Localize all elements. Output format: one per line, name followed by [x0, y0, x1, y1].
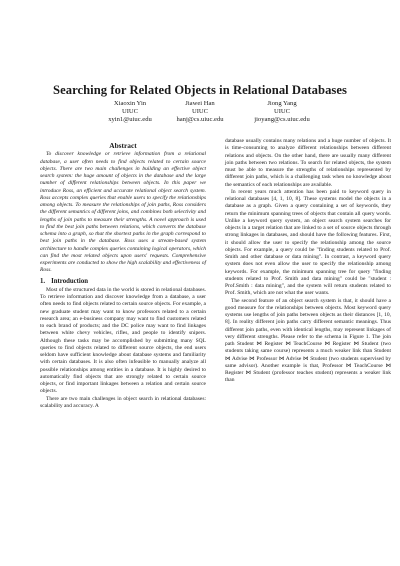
body-paragraph: database usually contains many relations and a huge number of objects. It is time-consuming to analyze different relationships between different relations and objects. On the other hand, there are usually many different join paths between two relations. To search for related objects, the system must be able to measure the strengths of relationships represented by different join paths, which is a challenging task when no knowledge about the semantics of each relationships are available.: [225, 138, 391, 188]
author-block-3: [227, 100, 337, 125]
right-column: [225, 138, 391, 385]
section-number: 1.: [40, 277, 46, 285]
author-email: hanj@cs.uiuc.edu: [176, 116, 224, 124]
paper-title: Searching for Related Objects in Relational Databases: [53, 83, 347, 97]
author-affiliation: UIUC: [121, 108, 139, 116]
author-name: Jiong Yang: [267, 100, 297, 107]
author-name: Jiawei Han: [185, 100, 215, 107]
section-title: Introduction: [51, 277, 88, 285]
body-paragraph: The second feature of an object search system is that, it should have a good measure for the relationships between objects. Most keyword query systems use lengths of join paths between objects as their distances [1, 10, 8]. In reality different join paths carry different semantic meanings. Thus different join paths, even with identical lengths, may represent linkages of very different strengths. Please refer to the schema in Figure 1. The join path Student ⋈ Register ⋈ TeachCourse ⋈ Register ⋈ Student (two students taking same course) represents a much weaker link than Student ⋈ Advise ⋈ Professor ⋈ Advise ⋈ Student (two students supervised by same advisor). Another example is that, Professor ⋈ TeachCourse ⋈ Register ⋈ Student (professor teaches student) represents a weaker link than: [225, 297, 391, 384]
section-heading: [40, 278, 206, 285]
author-email: xyin1@uiuc.edu: [108, 116, 152, 124]
abstract-text: To discover knowledge or retrieve information from a relational database, a user often needs to find objects related to certain source objects. There are two main challenges in building an effective object search system: the huge amount of objects in the database and the large number of different relationships between objects. In this paper we introduce Ross, an efficient and accurate relational object search system. Ross accepts complex queries that enable users to specify the relationships among objects. To measure the relationships of join paths, Ross considers the different semantics of different joins, and combines both selectivity and lengths of join paths to measure their strengths. A novel approach is used to find the best join paths between relations, which converts the database schema into a graph, so that the shortest paths in the graph correspond to best join paths in the database. Ross uses a stream-based system architecture to handle complex queries containing logical operators, which can find the most related objects upon users' requests. Comprehensive experiments are conducted to show the high scalability and effectiveness of Ross.: [40, 151, 206, 274]
author-email: jioyang@cs.uiuc.edu: [254, 116, 310, 124]
abstract-heading: Abstract: [109, 141, 137, 150]
author-affiliation: UIUC: [273, 108, 291, 116]
author-name: Xiaoxin Yin: [113, 100, 147, 107]
body-paragraph: Most of the structured data in the world is stored in relational databases. To retrieve information and discover knowledge from a database, a user often needs to find objects related to certain source objects. For example, a new graduate student may want to know professors related to a certain research area; an e-business company may want to find customers related to each brand of products; and the DC police may want to find linkages between white chevy vehicles, rifles, and people to identify snipers. Although these tasks may be accomplished by submitting many SQL queries to find objects related to different source objects, the end users seldom have sufficient knowledge about database systems and familiarity with certain databases. It is also often infeasible to manually analyze all possible relationships among entities in a database. It is highly desired to automatically find objects that are strongly related to certain source objects, or find important linkages between a relation and certain source objects.: [40, 286, 206, 395]
author-affiliation: UIUC: [191, 108, 209, 116]
left-column: [40, 142, 206, 410]
body-paragraph: In recent years much attention has been paid to keyword query in relational databases [4, 1, 10, 8]. These systems model the objects in a database as a graph. Given a query containing a set of keywords, they return the minimum spanning trees of objects that contain all query words. Unlike a keyword query system, an object search system searches for objects in a target relation that are linked to a set of source objects through strong linkages in databases, and should have the following features. First, it should allow the user to specify the relationship among the source objects. For example, a query could be "finding students related to Prof. Smith and other database or data mining". In contrast, a keyword query system does not even allow the user to specify the relationship among keywords. For example, the minimum spanning tree for query "finding students related to Prof. Smith and data mining" could be "student : Prof.Smith : data mining", and the system will return students related to Prof. Smith, which are not what the user wants.: [225, 188, 391, 297]
body-paragraph: There are two main challenges in object search in relational databases: scalability and accuracy. A: [40, 395, 206, 409]
